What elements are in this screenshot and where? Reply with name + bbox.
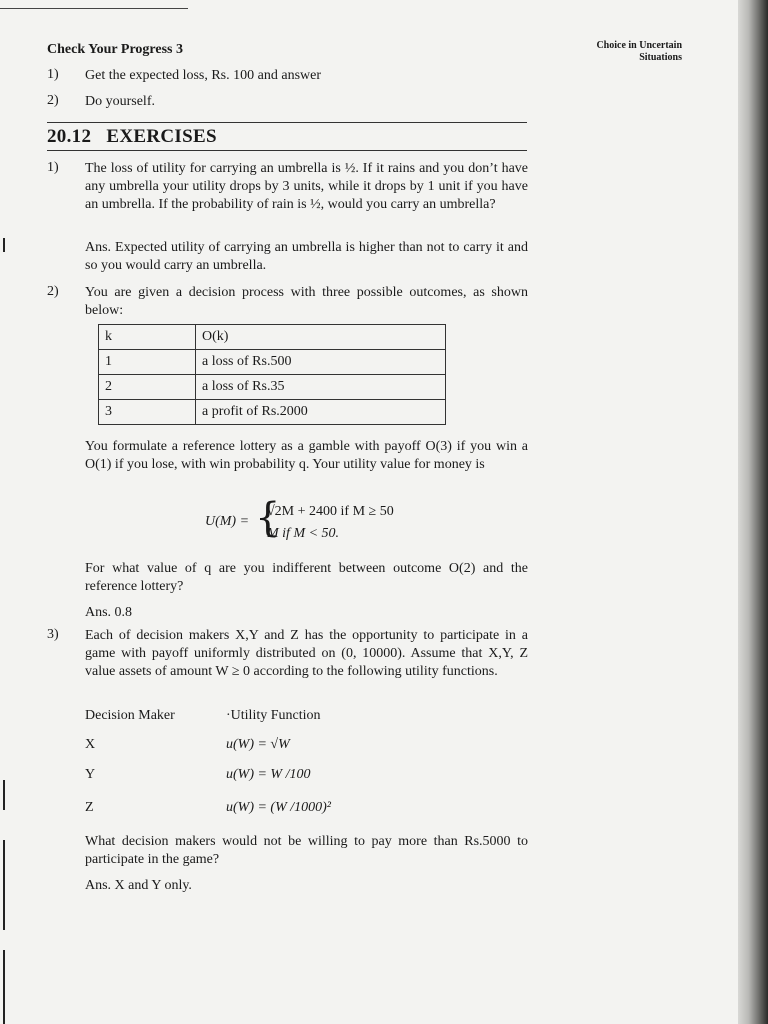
ex3-intro: Each of decision makers X,Y and Z has the opportunity to participate in a game with payoff uniformly distributed on (0, 10000). Assume that X,Y, Z value assets of amount W ≥ 0 according to the following utility functions.: [85, 628, 528, 679]
ex3-num: 3): [47, 627, 59, 642]
table-cell-outcome: a loss of Rs.500: [196, 350, 446, 375]
table-row: [99, 350, 446, 375]
ex2-body: You formulate a reference lottery as a gamble with payoff O(3) if you win a O(1) if you lose, with win probability q. Your utility value for money is: [85, 439, 528, 472]
table-cell-k: 1: [99, 350, 196, 375]
table-cell-k: 3: [99, 400, 196, 425]
check-item-1-num: 1): [47, 67, 59, 82]
maker-label: X: [85, 737, 96, 752]
section-rule-bottom: [47, 150, 527, 151]
table-cell-k: 2: [99, 375, 196, 400]
table-cell-outcome: a profit of Rs.2000: [196, 400, 446, 425]
ex2-num: 2): [47, 284, 59, 299]
check-progress-title: Check Your Progress 3: [47, 42, 183, 57]
check-item-1-text: Get the expected loss, Rs. 100 and answer: [85, 68, 321, 83]
ex1-num: 1): [47, 160, 59, 175]
section-title: 20.12 EXERCISES: [47, 126, 217, 147]
table-header-k: k: [99, 325, 196, 350]
maker-label: Z: [85, 800, 94, 815]
running-head-line2: Situations: [639, 52, 682, 63]
utility-fn: u(W) = W /100: [226, 767, 311, 782]
outcomes-table: [98, 324, 446, 425]
maker-label: Y: [85, 767, 96, 782]
utility-fn: u(W) = √W: [226, 737, 290, 752]
ex1-answer: Ans. Expected utility of carrying an umbrella is higher than not to carry it and so you would carry an umbrella.: [85, 240, 528, 273]
table-header-row: [99, 325, 446, 350]
header-rule: [0, 8, 188, 9]
check-item-2-text: Do yourself.: [85, 94, 155, 109]
ex2-answer: Ans. 0.8: [85, 605, 133, 620]
ex3-question: What decision makers would not be willing to pay more than Rs.5000 to participate in the game?: [85, 834, 528, 867]
utility-fn: u(W) = (W /1000)²: [226, 800, 332, 815]
table-header-ok: O(k): [196, 325, 446, 350]
formula-case-2: M if M < 50.: [267, 526, 340, 541]
section-rule-top: [47, 122, 527, 123]
formula-case-1: √2M + 2400 if M ≥ 50: [267, 504, 394, 519]
ex2-question: For what value of q are you indifferent between outcome O(2) and the reference lottery?: [85, 561, 528, 594]
table-row: [99, 400, 446, 425]
formula-brace: {: [255, 495, 281, 541]
scan-shadow-edge: [738, 0, 768, 1024]
ex1-question: The loss of utility for carrying an umbrella is ½. If it rains and you don’t have any umbrella your utility drops by 3 units, while it drops by 1 unit if you have an umbrella. If the probability of rain is ½, would you carry an umbrella?: [85, 161, 528, 212]
running-head-line1: Choice in Uncertain: [596, 40, 682, 51]
col-header-maker: Decision Maker: [85, 708, 175, 723]
ex3-answer: Ans. X and Y only.: [85, 878, 192, 893]
running-head: [596, 40, 682, 64]
table-row: [99, 375, 446, 400]
binding-marks: [0, 0, 6, 1024]
table-cell-outcome: a loss of Rs.35: [196, 375, 446, 400]
ex2-intro: You are given a decision process with three possible outcomes, as shown below:: [85, 285, 528, 318]
col-header-function: ·Utility Function: [226, 708, 321, 723]
formula-lhs: U(M) =: [205, 514, 250, 529]
check-item-2-num: 2): [47, 93, 59, 108]
